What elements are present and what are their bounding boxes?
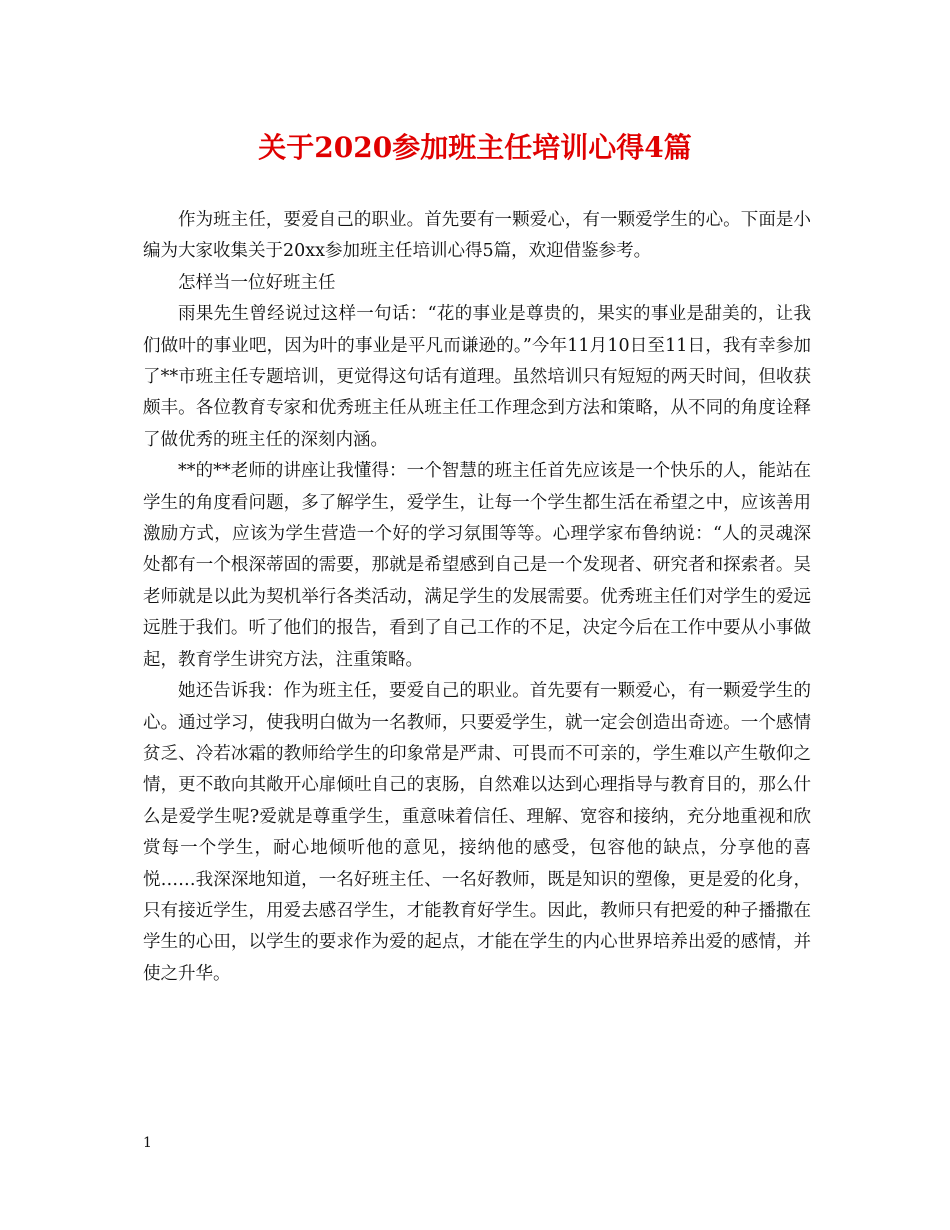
document-title: 关于2020参加班主任培训心得4篇: [258, 131, 692, 164]
document-body: [143, 205, 811, 990]
paragraph-hugo-quote: 雨果先生曾经说过这样一句话：“花的事业是尊贵的，果实的事业是甜美的，让我们做叶的事业吧，因为叶的事业是平凡而谦逊的。”今年11月10日至11日，我有幸参加了**市班主任专题培训，更觉得这句话有道理。虽然培训只有短短的两天时间，但收获颇丰。各位教育专家和优秀班主任从班主任工作理念到方法和策略，从不同的角度诠释了做优秀的班主任的深刻内涵。: [143, 304, 811, 450]
page-number: 1: [143, 1135, 152, 1151]
paragraph-love-students: 她还告诉我：作为班主任，要爱自己的职业。首先要有一颗爱心，有一颗爱学生的心。通过学习，使我明白做为一名教师，只要爱学生，就一定会创造出奇迹。一个感情贫乏、冷若冰霜的教师给学生的印象常是严肃、可畏而不可亲的，学生难以产生敬仰之情，更不敢向其敞开心扉倾吐自己的衷肠，自然难以达到心理指导与教育目的，那么什么是爱学生呢?爱就是尊重学生，重意味着信任、理解、宽容和接纳，充分地重视和欣赏每一个学生，耐心地倾听他的意见，接纳他的感受，包容他的缺点，分享他的喜悦……我深深地知道，一名好班主任、一名好教师，既是知识的塑像，更是爱的化身，只有接近学生，用爱去感召学生，才能教育好学生。因此，教师只有把爱的种子播撒在学生的心田，以学生的要求作为爱的起点，才能在学生的内心世界培养出爱的感情，并使之升华。: [143, 681, 811, 984]
paragraph-lecture: **的**老师的讲座让我懂得：一个智慧的班主任首先应该是一个快乐的人，能站在学生的角度看问题，多了解学生，爱学生，让每一个学生都生活在希望之中，应该善用激励方式，应该为学生营造一个好的学习氛围等等。心理学家布鲁纳说：“人的灵魂深处都有一个根深蒂固的需要，那就是希望感到自己是一个发现者、研究者和探索者。吴老师就是以此为契机举行各类活动，满足学生的发展需要。优秀班主任们对学生的爱远远胜于我们。听了他们的报告，看到了自己工作的不足，决定今后在工作中要从小事做起，教育学生讲究方法，注重策略。: [143, 461, 811, 670]
paragraph-section-heading: 怎样当一位好班主任: [178, 272, 336, 293]
paragraph-intro: 作为班主任，要爱自己的职业。首先要有一颗爱心，有一颗爱学生的心。下面是小编为大家收集关于20xx参加班主任培训心得5篇，欢迎借鉴参考。: [143, 210, 811, 262]
